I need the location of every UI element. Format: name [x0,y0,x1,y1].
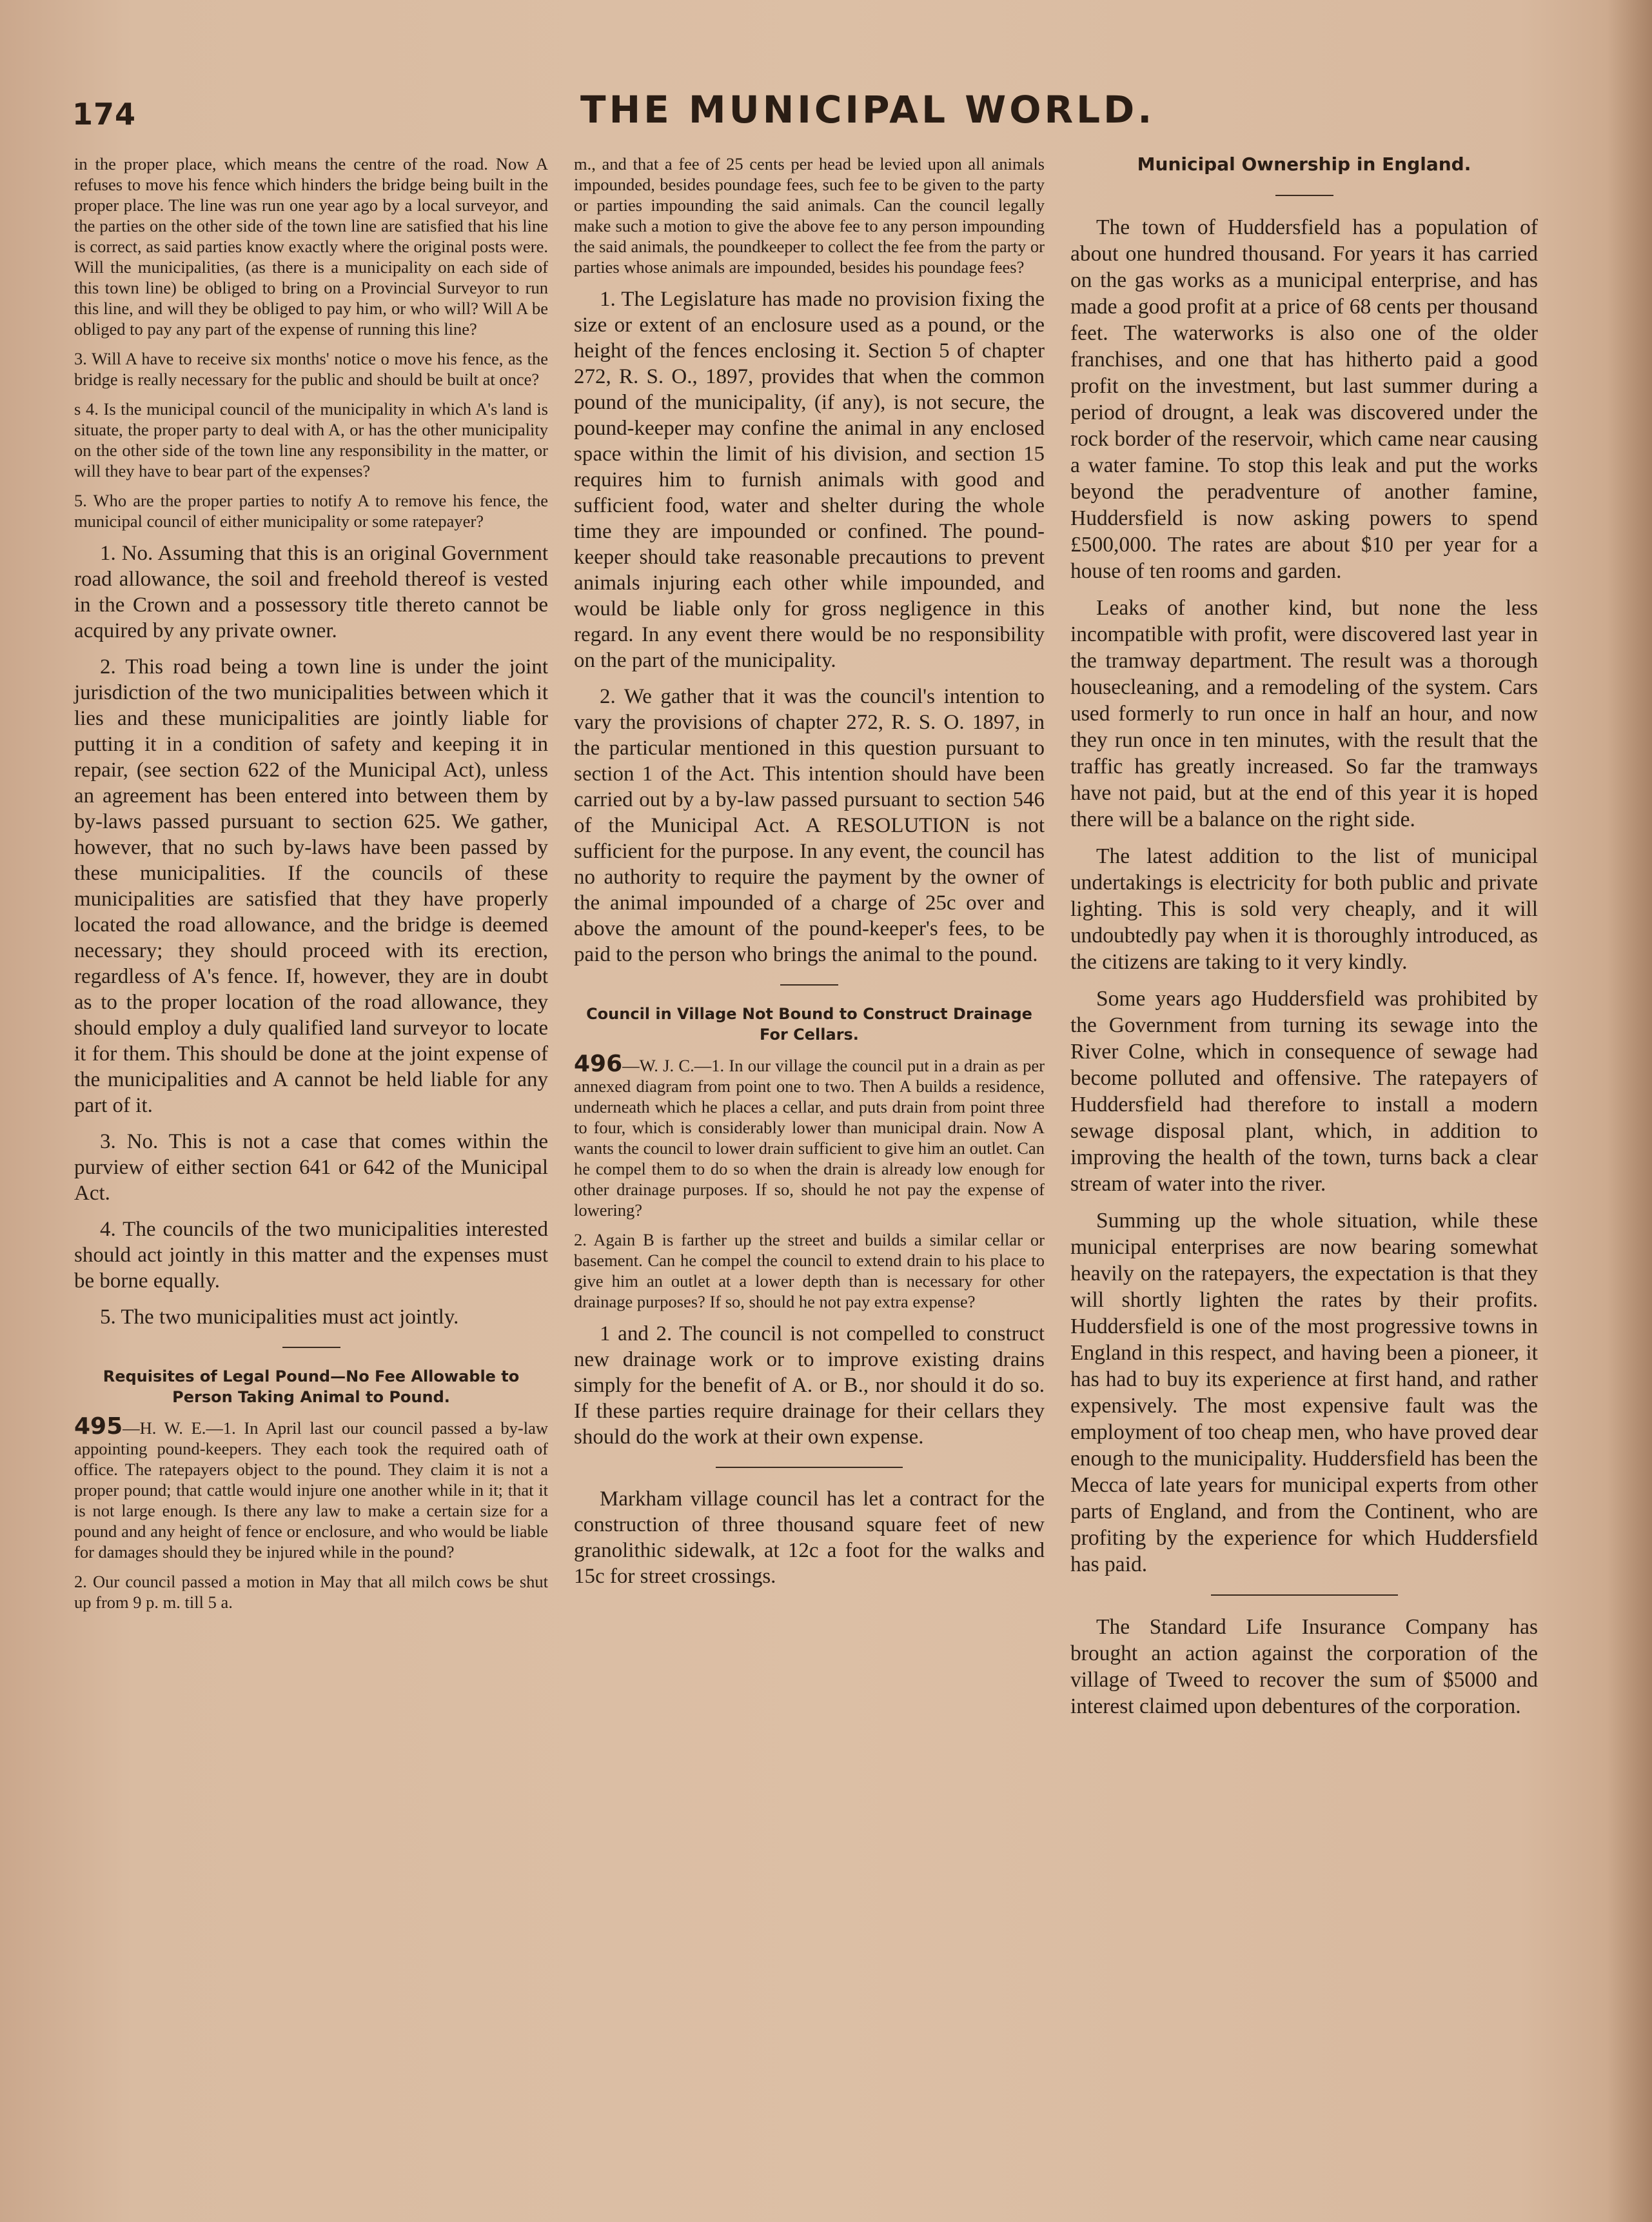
page-number: 174 [72,97,137,132]
answer-1: 1. No. Assuming that this is an original Government road allowance, the soil and freehold thereof is vested in the Crown and a possessory title thereto cannot be acquired by any private owner. [74,542,548,642]
article-paragraph-2: Leaks of another kind, but none the less incompatible with profit, were discovered last year in the tramway department. The result was a thorough housecleaning, and a remodeling of the system. Cars used formerly to run once in half an hour, and now they run once in ten minutes, with the result that the traffic has greatly increased. So far the tramways have not paid, but at the end of this year it is hoped there will be a balance on the right side. [1070,596,1538,831]
query-496-text: —W. J. C.—1. In our village the council put in a drain as per annexed diagram from point one to two. Then A builds a residence, underneath which he places a cellar, and puts drain from point three to four, which is considerably lower than municipal drain. Now A wants the council to lower drain sufficient to give him an outlet. Can he compel them to do so when the drain is already low enough for other drainage purposes. If so, should he not pay the expense of lowering? [574,1056,1045,1220]
section-divider-long [1211,1594,1398,1596]
answer-3: 3. No. This is not a case that comes within the purview of either section 641 or 642 of the Municipal Act. [74,1130,548,1205]
page-edge-shadow [1607,0,1652,2222]
section-heading-drainage: Council in Village Not Bound to Construct Drainage For Cellars. [586,1005,1032,1044]
answer-2: 2. We gather that it was the council's intention to vary the provisions of chapter 272, R. S. O. 1897, in the particular mentioned in this question pursuant to section 1 of the Act. This intention should have been carried out by a by-law passed pursuant to section 546 of the Municipal Act. A RESOLUTION is not sufficient for the purpose. In any event, the council has no authority to require the payment by the owner of the animal impounded of a charge of 25c over and above the amount of the pound-keeper's fees, to be paid to the person who brings the animal to the pound. [574,685,1045,966]
query-495-part-2: 2. Our council passed a motion in May that all milch cows be shut up from 9 p. m. till 5 a. [74,1572,548,1612]
query-4: s 4. Is the municipal council of the municipality in which A's land is situate, the proper party to deal with A, or has the other municipality on the other side of the town line any responsibility in the matter, or will they have to bear part of the expenses? [74,399,548,481]
query-continuation: m., and that a fee of 25 cents per head be levied upon all animals impounded, besides poundage fees, such fee to be given to the party or parties impounding the said animals. Can the council legally make such a motion to give the above fee to any person impounding the said animals, the poundkeeper to collect the fee from the party or parties whose animals are impounded, besides his poundage fees? [574,154,1045,277]
answer-2: 2. This road being a town line is under the joint jurisdiction of the two municipalities between which it lies and these municipalities are jointly liable for putting it in a condition of safety and keeping it in repair, (see section 622 of the Municipal Act), unless an agreement has been entered into between them by by-laws passed pursuant to section 625. We gather, however, that no such by-laws have been passed by these municipalities. If the councils of these municipalities are satisfied that they have properly located the road allowance, and the bridge is deemed necessary; they should proceed with its erection, regardless of A's fence. If, however, they are in doubt as to the proper location of the road allowance, they should employ a duly qualified land surveyor to locate it for them. This should be done at the joint expense of the municipalities and A cannot be held liable for any part of it. [74,655,548,1117]
article-paragraph-4: Some years ago Huddersfield was prohibited by the Government from turning its sewage into the River Colne, which in consequence of sewage had become polluted and offensive. The ratepayers of Huddersfield had therefore to install a modern sewage disposal plant, which, in addition to improving the health of the town, turns back a clear stream of water into the river. [1070,987,1538,1196]
answer-4: 4. The councils of the two municipalities interested should act jointly in this matter and the expenses must be borne equally. [74,1218,548,1293]
query-495-text: —H. W. E.—1. In April last our council passed a by-law appointing pound-keepers. They each took the required oath of office. The ratepayers object to the pound. They claim it is not a proper pound; that cattle would injure one another while in it; that it is not large enough. Is there any law to make a certain size for a pound and any height of fence or enclosure, and who would be liable for damages should they be injured while in the pound? [74,1418,548,1562]
query-3: 3. Will A have to receive six months' notice o move his fence, as the bridge is really necessary for the public and should be built at once? [74,349,548,389]
article-paragraph-5: Summing up the whole situation, while these municipal enterprises are now bearing somewhat heavily on the ratepayers, the expectation is that they will shortly lighten the rates by their profits. Huddersfield is one of the most progressive towns in England in this respect, and having been a pioneer, it has had to buy its experience at first hand, and rather expensively. The most expensive fault was the employment of too cheap men, who have proved dear enough to the municipality. Huddersfield has been the Mecca of late years for municipal experts from other parts of England, and from the Continent, who are profiting by the experience for which Huddersfield has paid. [1070,1209,1538,1576]
query-495 [74,1413,548,1562]
query-continuation: in the proper place, which means the centre of the road. Now A refuses to move his fence which hinders the bridge being built in the proper place. The line was run one year ago by a local surveyor, and the parties on the other side of the town line are satisfied that his line is correct, as said parties know exactly where the original posts were. Will the municipalities, (as there is a municipality on each side of this town line) be obliged to bring on a Provincial Surveyor to run this line, and will they be obliged to pay him, or who will? Will A be obliged to pay any part of the expense of running this line? [74,154,548,339]
insurance-news-item: The Standard Life Insurance Company has brought an action against the corporation of the village of Tweed to recover the sum of $5000 and interest claimed upon debentures of the corporation. [1070,1615,1538,1718]
column-2 [574,154,1045,1600]
query-number: 495 [74,1413,123,1440]
column-1 [74,154,548,1622]
section-divider [780,984,838,986]
query-number: 496 [574,1051,623,1077]
article-heading: Municipal Ownership in England. [1137,154,1471,175]
section-heading-legal-pound: Requisites of Legal Pound—No Fee Allowable to Person Taking Animal to Pound. [103,1367,520,1406]
heading-divider [1275,195,1333,196]
section-divider [282,1347,340,1348]
query-496 [574,1051,1045,1220]
answer-5: 5. The two municipalities must act jointly. [100,1305,459,1329]
publication-title: THE MUNICIPAL WORLD. [580,88,1155,132]
answer-496: 1 and 2. The council is not compelled to construct new drainage work or to improve existing drains simply for the benefit of A. or B., nor should it do so. If these parties require drainage for their cellars they should do the work at their own expense. [574,1322,1045,1449]
section-divider-long [716,1467,903,1468]
article-paragraph-1: The town of Huddersfield has a population of about one hundred thousand. For years it has carried on the gas works as a municipal enterprise, and has made a good profit at a price of 68 cents per thousand feet. The waterworks is also one of the older franchises, and one that has hitherto paid a good profit on the investment, but last summer during a period of drougnt, a leak was discovered under the rock border of the reservoir, which came near causing a water famine. To stop this leak and put the works beyond the peradventure of another famine, Huddersfield is now asking powers to spend £500,000. The rates are about $10 per year for a house of ten rooms and garden. [1070,215,1538,583]
markham-news-item: Markham village council has let a contract for the construction of three thousand square feet of new granolithic sidewalk, at 12c a foot for the walks and 15c for street crossings. [574,1487,1045,1588]
column-3 [1070,154,1538,1730]
answer-1: 1. The Legislature has made no provision fixing the size or extent of an enclosure used as a pound, or the height of the fences enclosing it. Section 5 of chapter 272, R. S. O., 1897, provides that when the common pound of the municipality, (if any), is not secure, the pound-keeper may confine the animal in any enclosed space within the limit of his division, and section 15 requires him to furnish animals with good and sufficient food, water and shelter during the whole time they are impounded or confined. The pound-keeper should take reasonable precautions to prevent animals injuring each other while impounded, and would be liable only for gross negligence in this regard. In any event there would be no responsibility on the part of the municipality. [574,288,1045,672]
query-496-part-2: 2. Again B is farther up the street and builds a similar cellar or basement. Can he compel the council to extend drain to his place to give him an outlet at a lower depth than is necessary for other drainage purposes? If so, should he not pay extra expense? [574,1230,1045,1311]
article-paragraph-3: The latest addition to the list of municipal undertakings is electricity for both public and private lighting. This is sold very cheaply, and it will undoubtedly pay when it is thoroughly introduced, as the citizens are taking to it very kindly. [1070,844,1538,974]
query-5: 5. Who are the proper parties to notify A to remove his fence, the municipal council of either municipality or some ratepayer? [74,491,548,531]
